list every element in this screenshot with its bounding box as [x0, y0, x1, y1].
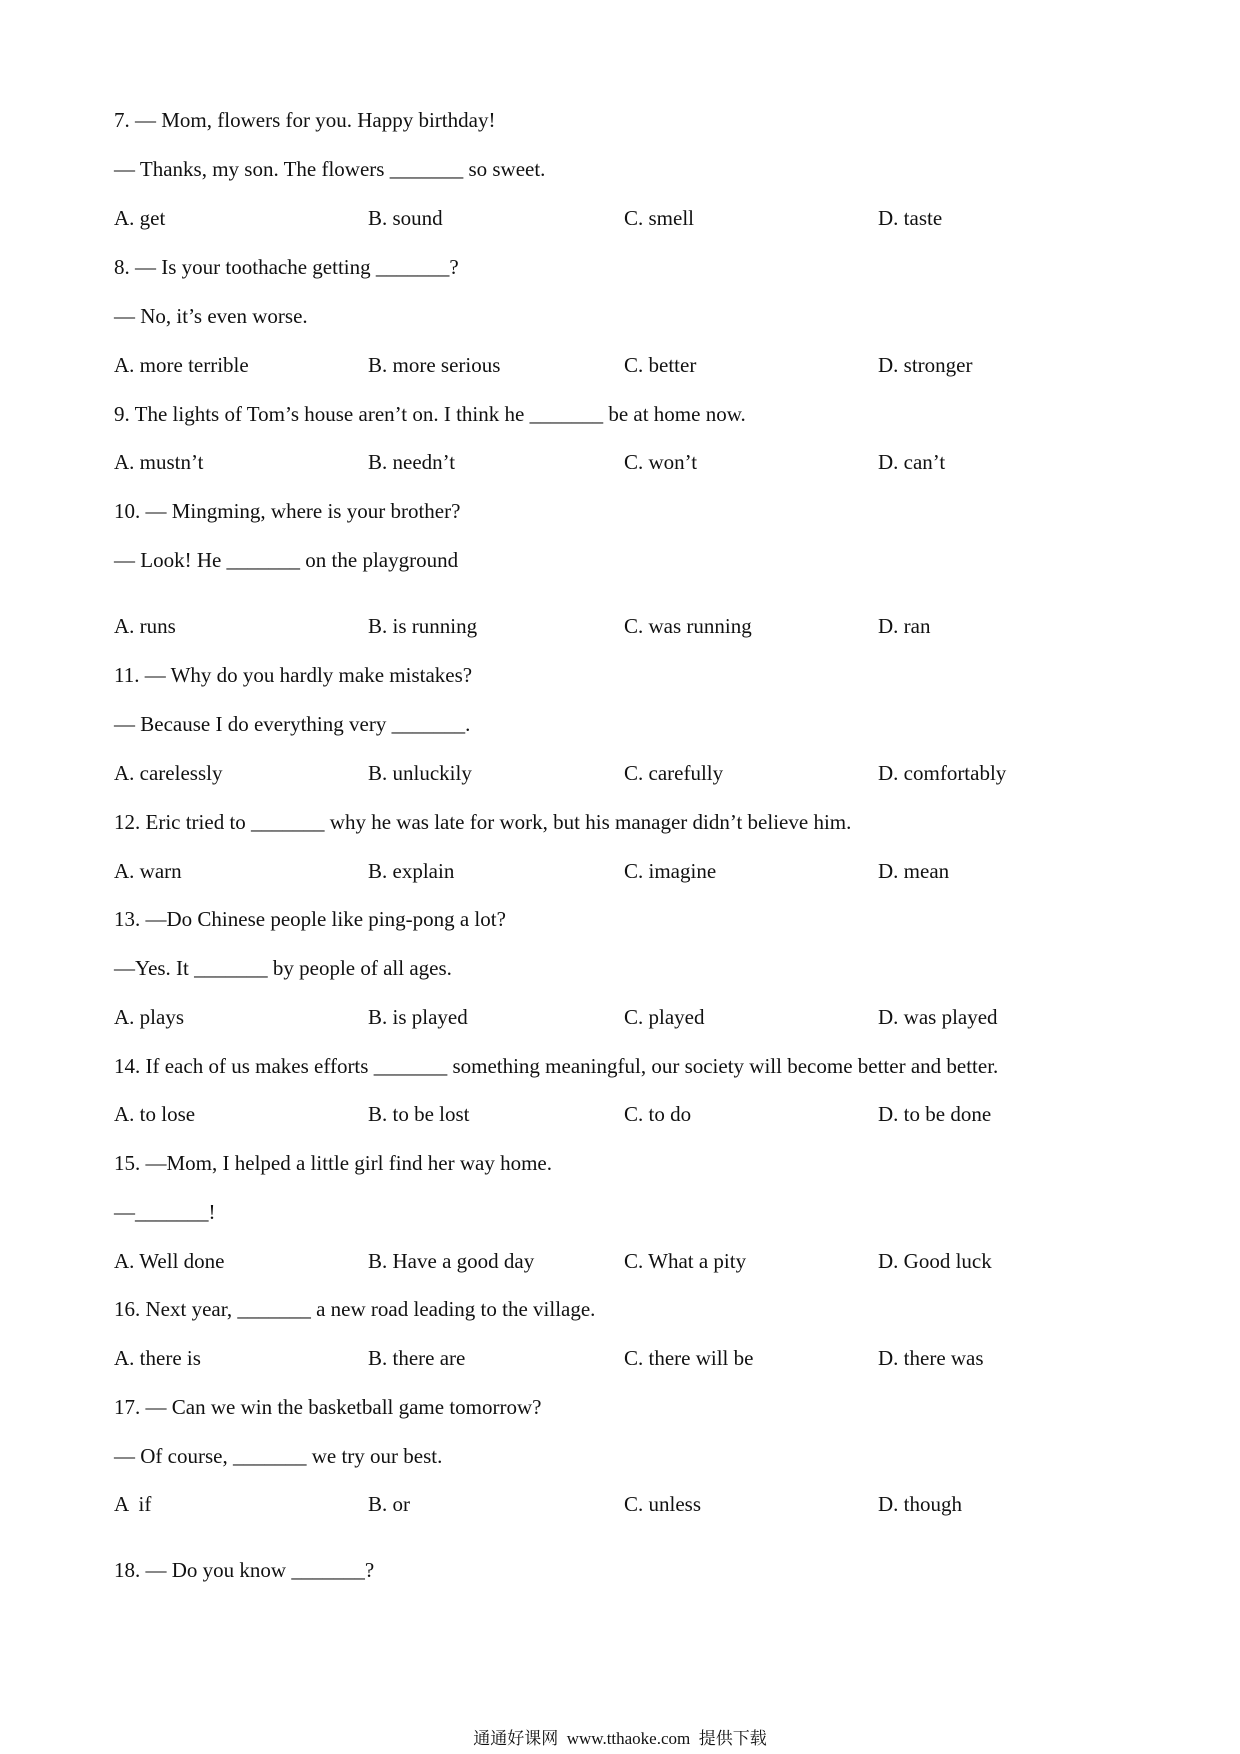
question-16-text: 16. Next year, _______ a new road leading to the village.	[114, 1297, 596, 1321]
question-10-response: — Look! He _______ on the playground	[114, 548, 459, 572]
question-17-response: — Of course, _______ we try our best.	[114, 1444, 443, 1468]
question-10-option-b: B. is running	[368, 614, 478, 638]
question-15-text: 15. —Mom, I helped a little girl find her way home.	[114, 1151, 552, 1175]
question-17-option-c: C. unless	[624, 1492, 702, 1516]
question-15-option-a: A. Well done	[114, 1249, 225, 1273]
question-11-option-c: C. carefully	[624, 761, 724, 785]
question-15-option-c: C. What a pity	[624, 1249, 747, 1273]
question-10-text: 10. — Mingming, where is your brother?	[114, 499, 461, 523]
question-14-option-b: B. to be lost	[368, 1102, 470, 1126]
question-11-option-d: D. comfortably	[878, 761, 1007, 785]
question-10-option-d: D. ran	[878, 614, 931, 638]
question-8-option-c: C. better	[624, 353, 697, 377]
question-7-option-a: A. get	[114, 206, 166, 230]
question-17-text: 17. — Can we win the basketball game tomorrow?	[114, 1395, 542, 1419]
question-8-option-d: D. stronger	[878, 353, 973, 377]
question-16-option-b: B. there are	[368, 1346, 466, 1370]
question-17-option-a: A if	[114, 1492, 152, 1516]
question-15-response: —_______!	[114, 1200, 216, 1224]
question-9-option-c: C. won’t	[624, 450, 698, 474]
question-12-option-d: D. mean	[878, 859, 950, 883]
question-12-option-a: A. warn	[114, 859, 182, 883]
question-9-option-a: A. mustn’t	[114, 450, 204, 474]
question-12-option-c: C. imagine	[624, 859, 717, 883]
question-13-response: —Yes. It _______ by people of all ages.	[114, 956, 452, 980]
question-17-option-d: D. though	[878, 1492, 962, 1516]
question-13-text: 13. —Do Chinese people like ping-pong a lot?	[114, 907, 506, 931]
question-14-text: 14. If each of us makes efforts _______ something meaningful, our society will become better and better.	[114, 1054, 999, 1078]
question-12-option-b: B. explain	[368, 859, 455, 883]
question-11-option-b: B. unluckily	[368, 761, 472, 785]
question-10-option-a: A. runs	[114, 614, 176, 638]
question-17-option-b: B. or	[368, 1492, 410, 1516]
question-18-text: 18. — Do you know _______?	[114, 1558, 375, 1582]
question-7-option-d: D. taste	[878, 206, 943, 230]
question-13-option-d: D. was played	[878, 1005, 998, 1029]
question-9-option-d: D. can’t	[878, 450, 946, 474]
question-7-response: — Thanks, my son. The flowers _______ so sweet.	[114, 157, 546, 181]
question-10-option-c: C. was running	[624, 614, 752, 638]
question-14-option-d: D. to be done	[878, 1102, 992, 1126]
question-16-option-c: C. there will be	[624, 1346, 754, 1370]
question-8-text: 8. — Is your toothache getting _______?	[114, 255, 459, 279]
question-7-option-b: B. sound	[368, 206, 443, 230]
question-9-option-b: B. needn’t	[368, 450, 456, 474]
question-11-option-a: A. carelessly	[114, 761, 223, 785]
question-16-option-d: D. there was	[878, 1346, 984, 1370]
question-13-option-b: B. is played	[368, 1005, 468, 1029]
question-8-response: — No, it’s even worse.	[114, 304, 308, 328]
question-7-text: 7. — Mom, flowers for you. Happy birthday!	[114, 108, 496, 132]
question-13-option-a: A. plays	[114, 1005, 184, 1029]
question-8-option-b: B. more serious	[368, 353, 501, 377]
question-11-text: 11. — Why do you hardly make mistakes?	[114, 663, 473, 687]
question-13-option-c: C. played	[624, 1005, 705, 1029]
question-11-response: — Because I do everything very _______.	[114, 712, 471, 736]
question-12-text: 12. Eric tried to _______ why he was late for work, but his manager didn’t believe him.	[114, 810, 852, 834]
question-8-option-a: A. more terrible	[114, 353, 249, 377]
question-15-option-b: B. Have a good day	[368, 1249, 535, 1273]
question-16-option-a: A. there is	[114, 1346, 201, 1370]
question-9-text: 9. The lights of Tom’s house aren’t on. I think he _______ be at home now.	[114, 402, 746, 426]
question-15-option-d: D. Good luck	[878, 1249, 992, 1273]
question-7-option-c: C. smell	[624, 206, 695, 230]
page-footer: 通通好课网 www.tthaoke.com 提供下载	[473, 1729, 767, 1748]
question-14-option-a: A. to lose	[114, 1102, 196, 1126]
question-14-option-c: C. to do	[624, 1102, 692, 1126]
